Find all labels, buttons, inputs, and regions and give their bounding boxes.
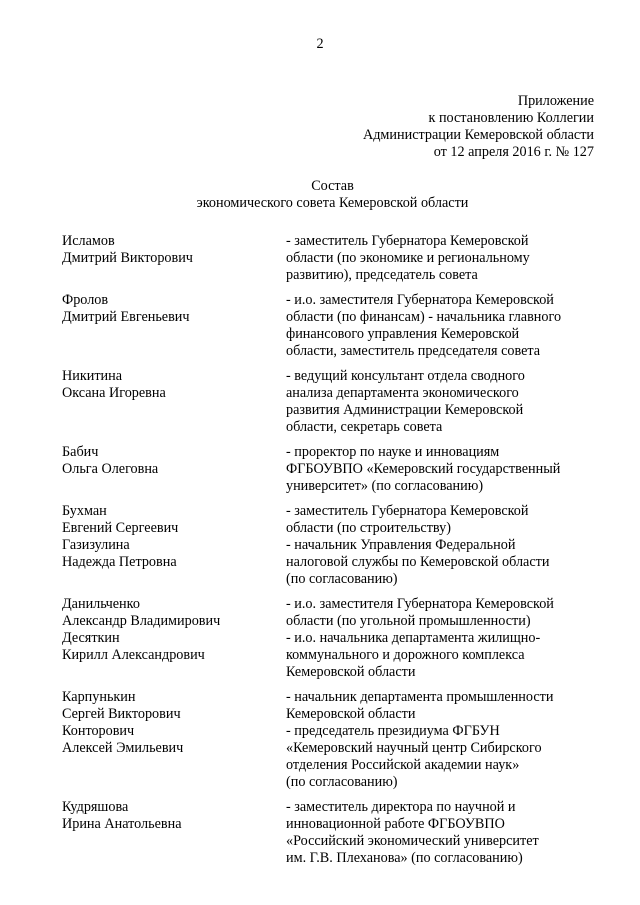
member-row <box>62 444 592 495</box>
member-name-line: Ольга Олеговна <box>62 461 159 477</box>
member-position-line: Кемеровской области <box>286 706 416 722</box>
member-row <box>62 689 592 723</box>
member-position-line: финансового управления Кемеровской <box>286 326 520 342</box>
member-name-line: Надежда Петровна <box>62 554 177 570</box>
member-position-line: коммунального и дорожного комплекса <box>286 647 525 663</box>
member-position <box>286 537 592 588</box>
member-name-line: Алексей Эмильевич <box>62 740 184 756</box>
member-position-line: - заместитель Губернатора Кемеровской <box>286 503 529 519</box>
member-row <box>62 233 592 284</box>
member-position-line: - и.о. начальника департамента жилищно- <box>286 630 541 646</box>
member-name <box>62 368 286 436</box>
member-position-line: Кемеровской области <box>286 664 416 680</box>
appendix-line: Администрации Кемеровской области <box>362 127 594 143</box>
member-row <box>62 292 592 360</box>
member-row <box>62 596 592 630</box>
appendix-header <box>363 93 594 161</box>
member-position-line: развитию), председатель совета <box>286 267 478 283</box>
member-row <box>62 537 592 588</box>
member-position-line: (по согласованию) <box>286 774 398 790</box>
member-position-line: - начальник Управления Федеральной <box>286 537 516 553</box>
member-position-line: (по согласованию) <box>286 571 398 587</box>
member-position <box>286 444 592 495</box>
member-name <box>62 630 286 681</box>
member-position-line: области (по финансам) - начальника главного <box>286 309 562 325</box>
member-position-line: отделения Российской академии наук» <box>286 757 520 773</box>
member-position-line: - проректор по науке и инновациям <box>286 444 500 460</box>
member-position-line: - заместитель Губернатора Кемеровской <box>286 233 529 249</box>
member-name-line: Бухман <box>62 503 107 519</box>
member-position <box>286 689 592 723</box>
member-position-line: им. Г.В. Плеханова» (по согласованию) <box>286 850 523 866</box>
member-name <box>62 689 286 723</box>
member-position-line: области, секретарь совета <box>286 419 443 435</box>
member-name-line: Сергей Викторович <box>62 706 181 722</box>
member-name-line: Бабич <box>62 444 99 460</box>
member-row <box>62 630 592 681</box>
member-position-line: - председатель президиума ФГБУН <box>286 723 500 739</box>
member-position-line: области (по экономике и региональному <box>286 250 530 266</box>
member-name-line: Оксана Игоревна <box>62 385 166 401</box>
member-position <box>286 723 592 791</box>
document-title <box>0 178 640 212</box>
member-position-line: университет» (по согласованию) <box>286 478 484 494</box>
member-position <box>286 596 592 630</box>
member-name-line: Кирилл Александрович <box>62 647 205 663</box>
member-position-line: «Российский экономический университет <box>286 833 539 849</box>
member-name-line: Дмитрий Викторович <box>62 250 193 266</box>
member-name-line: Исламов <box>62 233 115 249</box>
member-name-line: Александр Владимирович <box>62 613 221 629</box>
members-list <box>62 233 592 867</box>
member-name <box>62 723 286 791</box>
page-number: 2 <box>316 36 324 52</box>
member-position-line: области, заместитель председателя совета <box>286 343 541 359</box>
member-position-line: анализа департамента экономического <box>286 385 519 401</box>
member-name <box>62 537 286 588</box>
member-row <box>62 503 592 537</box>
member-name-line: Конторович <box>62 723 135 739</box>
member-position <box>286 233 592 284</box>
member-name <box>62 292 286 360</box>
member-name-line: Данильченко <box>62 596 140 612</box>
member-name <box>62 799 286 867</box>
member-name <box>62 503 286 537</box>
member-name-line: Фролов <box>62 292 109 308</box>
member-position <box>286 799 592 867</box>
member-name <box>62 596 286 630</box>
member-position-line: «Кемеровский научный центр Сибирского <box>286 740 542 756</box>
member-position-line: ФГБОУВПО «Кемеровский государственный <box>286 461 561 477</box>
title-line: экономического совета Кемеровской области <box>196 195 469 211</box>
member-name-line: Карпунькин <box>62 689 136 705</box>
member-position-line: - начальник департамента промышленности <box>286 689 554 705</box>
member-position-line: области (по строительству) <box>286 520 451 536</box>
appendix-line: Приложение <box>517 93 594 109</box>
member-position <box>286 503 592 537</box>
member-position-line: - и.о. заместителя Губернатора Кемеровской <box>286 292 554 308</box>
member-position <box>286 368 592 436</box>
member-position-line: налоговой службы по Кемеровской области <box>286 554 550 570</box>
member-name-line: Газизулина <box>62 537 130 553</box>
member-name-line: Никитина <box>62 368 123 384</box>
appendix-line: к постановлению Коллегии <box>428 110 594 126</box>
member-name <box>62 444 286 495</box>
appendix-line: от 12 апреля 2016 г. № 127 <box>433 144 594 160</box>
title-line: Состав <box>311 178 354 194</box>
member-name-line: Кудряшова <box>62 799 129 815</box>
member-name-line: Ирина Анатольевна <box>62 816 182 832</box>
member-position <box>286 292 592 360</box>
member-row <box>62 368 592 436</box>
member-position-line: - заместитель директора по научной и <box>286 799 516 815</box>
member-row <box>62 799 592 867</box>
member-name-line: Дмитрий Евгеньевич <box>62 309 190 325</box>
member-position-line: инновационной работе ФГБОУВПО <box>286 816 505 832</box>
member-position-line: развития Администрации Кемеровской <box>286 402 524 418</box>
member-position <box>286 630 592 681</box>
member-name <box>62 233 286 284</box>
member-name-line: Евгений Сергеевич <box>62 520 179 536</box>
member-name-line: Десяткин <box>62 630 120 646</box>
member-position-line: - и.о. заместителя Губернатора Кемеровской <box>286 596 554 612</box>
member-position-line: области (по угольной промышленности) <box>286 613 531 629</box>
member-row <box>62 723 592 791</box>
member-position-line: - ведущий консультант отдела сводного <box>286 368 525 384</box>
